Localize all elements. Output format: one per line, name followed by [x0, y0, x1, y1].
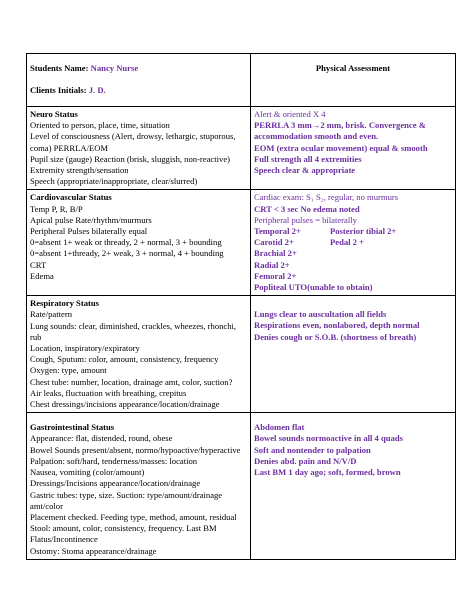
cardio-finding: Radial 2+: [254, 259, 290, 270]
students-name-label: Students Name:: [30, 63, 89, 73]
resp-finding: Lungs clear to auscultation all fields: [254, 309, 387, 320]
assessment-table: [26, 53, 456, 560]
pulse-value: Posterior tibial 2+: [330, 226, 397, 237]
clients-initials-value: J. D.: [88, 85, 106, 96]
resp-criteria-cell: [27, 296, 251, 413]
neuro-item: Oriented to person, place, time, situation: [30, 120, 170, 131]
neuro-criteria-cell: [27, 107, 251, 190]
neuro-item: Speech (appropriate/inappropriate, clear/slurred): [30, 176, 198, 187]
gi-item: Ostomy: Stoma appearance/drainage: [30, 545, 157, 556]
resp-item: Lung sounds: clear, diminished, crackles, wheezes, rhonchi, rub: [30, 320, 237, 342]
students-name-value: Nancy Nurse: [90, 63, 139, 73]
neuro-item: Pupil size (gauge) Reaction (brisk, sluggish, non-reactive): [30, 153, 230, 164]
gi-item: Placement checked. Feeding type, method, amount, residual: [30, 511, 237, 522]
resp-item: Location, inspiratory/expiratory: [30, 343, 140, 354]
resp-item: Oxygen: type, amount: [30, 365, 107, 376]
cardio-criteria-cell: [27, 190, 251, 296]
clients-initials-label: Clients Initials:: [30, 85, 87, 96]
pulse-value: Temporal 2+: [254, 226, 301, 237]
gi-item: Flatus/Incontinence: [30, 534, 98, 545]
pulse-value: Pedal 2 +: [330, 237, 365, 248]
resp-finding: Respirations even, nonlabored, depth normal: [254, 320, 420, 331]
neuro-finding: Full strength all 4 extremities: [254, 153, 362, 164]
neuro-finding: Alert & oriented X 4: [254, 109, 326, 119]
gi-item: Palpation: soft/hard, tenderness/masses: location: [30, 455, 198, 466]
gi-finding: Bowel sounds normoactive in all 4 quads: [254, 433, 403, 444]
cardio-item: 0=absent 1+thready, 2+ weak, 3 + normal, 4 + bounding: [30, 248, 224, 259]
gi-row: [27, 413, 456, 559]
neuro-finding: Speech clear & appropriate: [254, 165, 356, 176]
resp-title: Respiratory Status: [30, 298, 99, 309]
cardio-item: 0=absent 1+ weak or thready, 2 + normal, 3 + bounding: [30, 237, 222, 248]
gi-finding: Abdomen flat: [254, 422, 305, 433]
neuro-finding: PERRLA 3 mm→2 mm, brisk. Convergence & accommodation smooth and even.: [254, 120, 426, 142]
neuro-item: Level of consciousness (Alert, drowsy, lethargic, stuporous, coma) PERRLA/EOM: [30, 131, 236, 153]
cardio-item: Edema: [30, 270, 54, 281]
resp-finding: Denies cough or S.O.B. (shortness of breath): [254, 331, 417, 342]
pulse-row: [254, 226, 452, 237]
resp-item: Chest tube: number, location, drainage amt, color, suction?: [30, 376, 233, 387]
gi-item: Gastric tubes: type, size. Suction: type/amount/drainage amt/color: [30, 489, 223, 511]
pulse-row: [254, 237, 452, 248]
neuro-assessment-cell: [251, 107, 456, 190]
cardio-finding: Brachial 2+: [254, 248, 297, 259]
cardio-row: [27, 190, 456, 296]
cardio-finding: Cardiac exam: S₁ S₂, regular, no murmurs: [254, 192, 399, 203]
resp-item: Cough, Sputum: color, amount, consistency, frequency: [30, 354, 219, 365]
neuro-item: Extremity strength/sensation: [30, 165, 129, 176]
cardio-item: CRT: [30, 259, 47, 270]
cardio-finding: Peripheral pulses = bilaterally: [254, 214, 357, 225]
cardio-item: Apical pulse Rate/rhythm/murmurs: [30, 214, 152, 225]
gi-item: Dressings/Incisions appearance/location/drainage: [30, 478, 201, 489]
gi-item: Bowel Sounds present/absent, normo/hypoactive/hyperactive: [30, 444, 241, 455]
pulse-value: Carotid 2+: [254, 237, 294, 248]
gi-item: Nausea, vomiting (color/amount): [30, 467, 145, 478]
gi-item: Stool: amount, color, consistency, frequency. Last BM: [30, 523, 217, 534]
header-row: [27, 54, 456, 107]
gi-assessment-cell: [251, 413, 456, 559]
cardio-assessment-cell: [251, 190, 456, 296]
resp-row: [27, 296, 456, 413]
cardio-finding: Femoral 2+: [254, 270, 297, 281]
resp-item: Rate/pattern: [30, 309, 72, 320]
cardio-item: Temp P, R, B/P: [30, 203, 83, 214]
resp-item: Chest dressings/incisions appearance/location/drainage: [30, 399, 220, 410]
neuro-title: Neuro Status: [30, 109, 78, 119]
cardio-finding: Popliteal UTO(unable to obtain): [254, 282, 373, 293]
gi-finding: Soft and nontender to palpation: [254, 444, 371, 455]
gi-finding: Denies abd. pain and N/V/D: [254, 455, 357, 466]
gi-criteria-cell: [27, 413, 251, 559]
gi-title: Gastrointestinal Status: [30, 422, 115, 433]
header-left-cell: [27, 54, 251, 107]
resp-assessment-cell: [251, 296, 456, 413]
physical-assessment-heading: Physical Assessment: [315, 63, 391, 73]
neuro-finding: EOM (extra ocular movement) equal & smooth: [254, 142, 428, 153]
resp-item: Air leaks, fluctuation with breathing, crepitus: [30, 387, 187, 398]
cardio-title: Cardiovascular Status: [30, 192, 112, 203]
gi-finding: Last BM 1 day ago; soft, formed, brown: [254, 467, 401, 478]
header-right-cell: [251, 54, 456, 107]
gi-item: Appearance: flat, distended, round, obese: [30, 433, 173, 444]
cardio-finding: CRT < 3 sec No edema noted: [254, 203, 360, 214]
neuro-row: [27, 107, 456, 190]
cardio-item: Peripheral Pulses bilaterally equal: [30, 226, 148, 237]
